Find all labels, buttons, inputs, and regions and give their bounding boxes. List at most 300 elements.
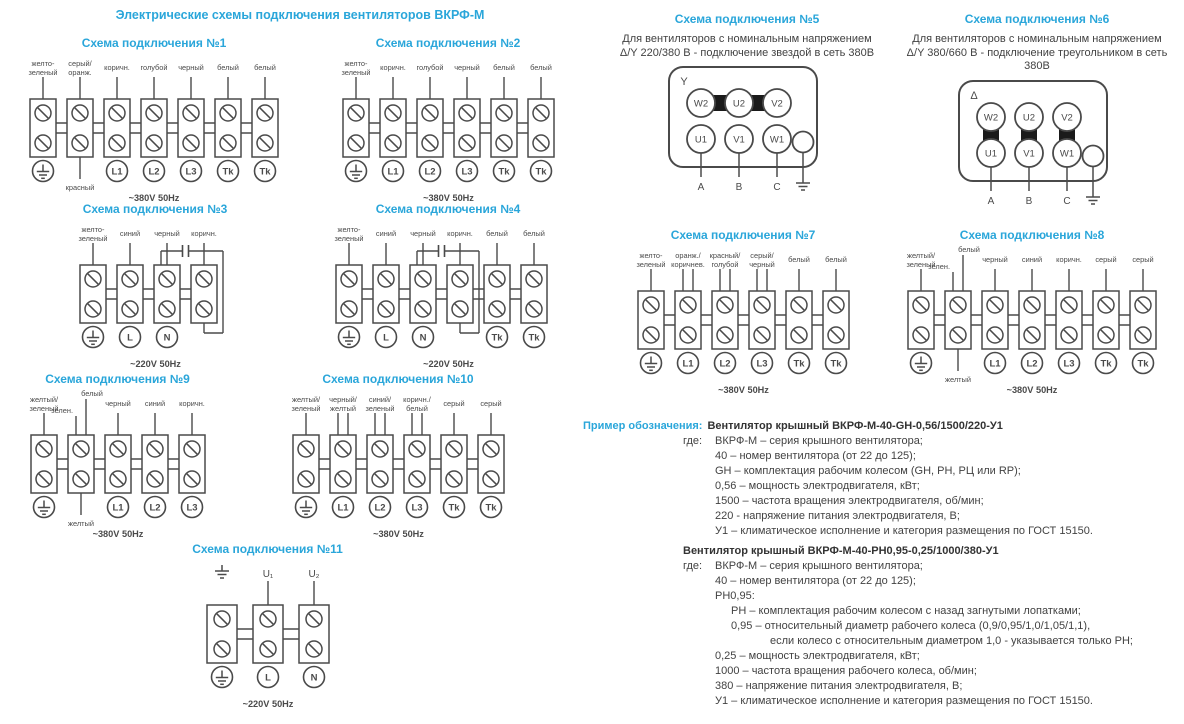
example-item: У1 – климатическое исполнение и категория размещения по ГОСТ 15150. — [715, 695, 1093, 707]
wire-label: зеленый — [333, 234, 364, 243]
ground-terminal-icon — [345, 161, 366, 182]
scheme-2 — [318, 36, 578, 210]
terminal-1 — [207, 565, 237, 688]
screw-icon — [36, 471, 52, 487]
motor-terminal-box — [947, 77, 1127, 211]
terminal-circle-label: Tk — [527, 332, 540, 344]
terminal-1 — [291, 395, 321, 518]
wire-label: зеленый — [28, 68, 58, 77]
screw-icon — [483, 471, 499, 487]
screw-icon — [335, 441, 351, 457]
scheme-5-diagram — [597, 63, 897, 202]
terminal-3 — [105, 399, 131, 518]
screw-icon — [335, 471, 351, 487]
terminal-circle-label: L2 — [373, 502, 386, 514]
wire-label: белый — [492, 63, 515, 72]
terminal-circle-label: N — [310, 672, 317, 684]
wire-label: синий — [144, 399, 165, 408]
scheme-3-diagram — [30, 219, 280, 376]
screw-icon — [341, 271, 357, 287]
wire-label: желто- — [639, 251, 662, 260]
example-item: 40 – номер вентилятора (от 22 до 125); — [715, 575, 916, 587]
example-block-1 — [583, 434, 1184, 539]
terminal-circle-label: L3 — [185, 502, 198, 514]
terminal-circle-label: L3 — [460, 166, 473, 178]
screw-icon — [1024, 327, 1040, 343]
wire-label: коричн. — [446, 229, 473, 238]
screw-icon — [717, 327, 733, 343]
motor-terminal-label: U2 — [732, 98, 746, 110]
screw-icon — [306, 611, 322, 627]
wire-label: коричн. — [104, 63, 130, 72]
screw-icon — [147, 441, 163, 457]
wire-label: черный — [409, 229, 436, 238]
screw-icon — [385, 105, 401, 121]
screw-icon — [459, 135, 475, 151]
wire-label: зеленый — [28, 404, 59, 413]
terminal-1 — [334, 225, 363, 348]
screw-icon — [159, 301, 175, 317]
motor-terminal-label: W1 — [769, 134, 785, 146]
wire-label: оранж. — [68, 68, 92, 77]
wire-label: белый — [80, 389, 103, 398]
terminal-strip — [623, 245, 864, 397]
screw-icon — [791, 297, 807, 313]
screw-icon — [446, 471, 462, 487]
wire-label: U₁ — [262, 569, 273, 580]
screw-icon — [183, 105, 199, 121]
terminal-6 — [1093, 255, 1119, 374]
screw-icon — [1061, 327, 1077, 343]
terminal-circle-label: L1 — [111, 502, 124, 514]
example-where-2: где: — [683, 560, 703, 572]
voltage-label: ~380V 50Hz — [128, 193, 180, 203]
terminal-strip — [15, 53, 293, 205]
scheme-2-title: Схема подключения №2 — [375, 36, 521, 50]
wire-label: черный/ — [328, 395, 357, 404]
screw-icon — [987, 327, 1003, 343]
screw-icon — [110, 471, 126, 487]
scheme-8-title: Схема подключения №8 — [959, 228, 1105, 242]
earth-icon — [1086, 191, 1100, 204]
terminal-circle-label: Tk — [484, 502, 497, 514]
screw-icon — [85, 271, 101, 287]
phase-label: A — [697, 182, 705, 193]
scheme-4-diagram — [318, 219, 578, 376]
phase-label: B — [1025, 195, 1033, 207]
screw-icon — [489, 271, 505, 287]
wire-label: голубой — [140, 63, 168, 72]
screw-icon — [459, 105, 475, 121]
terminal-5 — [484, 229, 510, 348]
terminal-5 — [179, 399, 205, 518]
wire-label: зеленый — [77, 234, 108, 243]
ground-terminal-icon — [33, 497, 54, 518]
wire-label: черный — [453, 63, 480, 72]
terminal-1 — [636, 251, 665, 374]
earth-icon — [215, 565, 229, 578]
terminal-4 — [191, 229, 217, 323]
wire-label: зеленый — [290, 404, 321, 413]
terminal-strip — [321, 219, 576, 371]
screw-icon — [85, 301, 101, 317]
wire-label: коричн. — [190, 229, 217, 238]
terminal-3 — [982, 255, 1008, 374]
terminal-circle-label: L2 — [423, 166, 436, 178]
example-item: 1000 – частота вращения рабочего колеса, об/мин; — [715, 665, 977, 677]
phase-label: B — [735, 182, 743, 193]
terminal-5 — [441, 399, 467, 518]
voltage-label: ~220V 50Hz — [422, 359, 474, 369]
motor-terminal-label: V2 — [1061, 112, 1073, 123]
screw-icon — [533, 105, 549, 121]
wire-label: серый/ — [749, 251, 774, 260]
terminal-strip — [893, 245, 1171, 397]
terminal-2 — [380, 63, 406, 182]
screw-icon — [643, 327, 659, 343]
screw-icon — [950, 327, 966, 343]
terminal-circle-label: L3 — [410, 502, 423, 514]
motor-terminal-label: W2 — [983, 112, 999, 123]
ground-terminal-icon — [640, 353, 661, 374]
terminal-7 — [1130, 255, 1156, 374]
scheme-7-title: Схема подключения №7 — [670, 228, 816, 242]
terminal-5 — [178, 63, 204, 182]
wire-label: красный/ — [709, 251, 740, 260]
earth-icon — [796, 177, 810, 190]
screw-icon — [214, 611, 230, 627]
example-head — [583, 419, 1184, 434]
phase-label: C — [1063, 195, 1071, 207]
terminal-circle-label: L1 — [336, 502, 349, 514]
screw-icon — [526, 301, 542, 317]
screw-icon — [791, 327, 807, 343]
screw-icon — [73, 471, 89, 487]
motor-terminal-label: U2 — [1022, 112, 1036, 123]
example-item: GH – комплектация рабочим колесом (GH, РН, РЦ или RP); — [715, 465, 1021, 477]
wire-label: серый — [1132, 255, 1154, 264]
terminal-3 — [416, 63, 443, 182]
screw-icon — [828, 297, 844, 313]
wire-label: белый — [529, 63, 552, 72]
motor-terminal-label: U1 — [694, 134, 708, 146]
terminal-4 — [447, 229, 473, 323]
wire-label: белый — [405, 404, 428, 413]
scheme-8 — [880, 228, 1184, 402]
screw-icon — [110, 441, 126, 457]
example-item: 0,56 – мощность электродвигателя, кВт; — [715, 480, 920, 492]
designation-example — [583, 419, 1184, 709]
wire-label: желтый — [329, 404, 356, 413]
terminal-strip — [328, 53, 569, 205]
wire-label: серый — [442, 399, 465, 408]
screw-icon — [122, 271, 138, 287]
example-item: У1 – климатическое исполнение и категория размещения по ГОСТ 15150. — [715, 525, 1093, 537]
voltage-label: ~380V 50Hz — [717, 385, 769, 395]
terminal-3 — [709, 251, 741, 374]
screw-icon — [496, 105, 512, 121]
voltage-label: ~380V 50Hz — [92, 529, 143, 539]
terminal-2 — [329, 395, 358, 518]
terminal-circle-label: L3 — [1063, 358, 1075, 370]
terminal-2 — [66, 59, 95, 192]
ground-terminal — [793, 132, 814, 153]
screw-icon — [35, 135, 51, 151]
terminal-circle-label: N — [163, 332, 170, 344]
screw-icon — [489, 301, 505, 317]
motor-terminal-label: V1 — [733, 134, 745, 146]
wire-label: желтый — [67, 519, 94, 528]
terminal-circle-label: L1 — [989, 358, 1001, 370]
motor-terminal-label: W1 — [1059, 148, 1075, 159]
scheme-10-title: Схема подключения №10 — [322, 372, 474, 386]
terminal-3 — [365, 395, 394, 518]
terminal-strip — [194, 559, 342, 711]
wire-label: белый — [254, 63, 276, 72]
wire-label: белый — [824, 255, 847, 264]
example-item: 0,95 – относительный диаметр рабочего колеса (0,9/0,95/1,0/1,05/1,1), — [731, 620, 1091, 632]
voltage-label: ~380V 50Hz — [1006, 385, 1058, 395]
wire-label: черный — [982, 255, 1008, 264]
screw-icon — [950, 297, 966, 313]
terminal-2 — [373, 229, 399, 348]
screw-icon — [415, 271, 431, 287]
terminal-5 — [1056, 255, 1082, 374]
screw-icon — [1098, 327, 1114, 343]
example-item: если колесо с относительным диаметром 1,0 - указывается только РН; — [770, 635, 1133, 647]
wire-label: желтый/ — [907, 251, 935, 260]
screw-icon — [717, 297, 733, 313]
example-items-1 — [715, 434, 1184, 539]
terminal-circle-label: L — [126, 332, 133, 344]
wire-label: зелен. — [50, 406, 73, 415]
screw-icon — [452, 301, 468, 317]
voltage-label: ~380V 50Hz — [372, 529, 424, 539]
scheme-6-diagram — [888, 77, 1184, 216]
screw-icon — [220, 135, 236, 151]
wire-label: синий — [119, 229, 140, 238]
motor-terminal-box — [657, 63, 837, 197]
scheme-9-diagram — [0, 389, 235, 546]
motor-terminal-label: V1 — [1023, 148, 1035, 159]
terminal-circle-label: L2 — [148, 166, 160, 178]
wire-label: синий — [375, 229, 396, 238]
example-item: ВКРФ-М – серия крышного вентилятора; — [715, 560, 923, 572]
wire-label: коричн. — [178, 399, 205, 408]
winding-symbol: Y — [680, 76, 688, 88]
terminal-strip — [16, 389, 220, 541]
terminal-strip — [65, 219, 246, 371]
screw-icon — [257, 135, 273, 151]
terminal-4 — [140, 63, 167, 182]
wire-label: оранж./ — [674, 251, 701, 260]
wire-label: белый — [485, 229, 508, 238]
example-item: ВКРФ-М – серия крышного вентилятора; — [715, 435, 923, 447]
example-block-2 — [583, 559, 1184, 709]
terminal-1 — [341, 59, 370, 182]
ground-terminal-icon — [338, 327, 359, 348]
wire-label: белый — [958, 245, 980, 254]
wire-label: черный — [178, 63, 204, 72]
scheme-6-title: Схема подключения №6 — [964, 12, 1110, 26]
scheme-3-title: Схема подключения №3 — [82, 202, 228, 216]
terminal-4 — [1019, 255, 1045, 374]
screw-icon — [372, 441, 388, 457]
screw-icon — [452, 271, 468, 287]
screw-icon — [196, 271, 212, 287]
scheme-1-title: Схема подключения №1 — [81, 36, 227, 50]
motor-terminal-label: U1 — [984, 148, 998, 159]
terminal-circle-label: Tk — [829, 358, 842, 370]
terminal-6 — [215, 63, 241, 182]
screw-icon — [260, 641, 276, 657]
example-item: 220 - напряжение питания электродвигателя, В; — [715, 510, 960, 522]
screw-icon — [754, 327, 770, 343]
screw-icon — [533, 135, 549, 151]
screw-icon — [109, 135, 125, 151]
screw-icon — [378, 301, 394, 317]
winding-symbol: Δ — [970, 89, 978, 102]
ground-terminal-icon — [295, 497, 316, 518]
terminal-2 — [253, 569, 283, 688]
example-item: 0,25 – мощность электродвигателя, кВт; — [715, 650, 920, 662]
screw-icon — [828, 327, 844, 343]
terminal-circle-label: L2 — [148, 502, 161, 514]
screw-icon — [348, 105, 364, 121]
terminal-circle-label: L — [382, 332, 389, 344]
example-item: 40 – номер вентилятора (от 22 до 125); — [715, 450, 916, 462]
screw-icon — [220, 105, 236, 121]
example-item: РН – комплектация рабочим колесом с назад загнутыми лопатками; — [731, 605, 1081, 617]
scheme-4-title: Схема подключения №4 — [375, 202, 521, 216]
scheme-3 — [30, 202, 280, 376]
wire-label: зеленый — [364, 404, 395, 413]
screw-icon — [298, 471, 314, 487]
scheme-9 — [0, 372, 235, 546]
terminal-circle-label: Tk — [497, 166, 510, 178]
terminal-circle-label: L2 — [1026, 358, 1038, 370]
example-item: РН0,95: — [715, 590, 755, 602]
screw-icon — [378, 271, 394, 287]
screw-icon — [409, 471, 425, 487]
screw-icon — [643, 297, 659, 313]
wire-label: желто- — [337, 225, 360, 234]
terminal-6 — [528, 63, 554, 182]
example-title-2: Вентилятор крышный ВКРФ-М-40-РН0,95-0,25/1000/380-У1 — [683, 545, 999, 557]
wire-label: голубой — [710, 260, 739, 269]
screw-icon — [483, 441, 499, 457]
terminal-circle-label: N — [419, 332, 426, 344]
scheme-7 — [593, 228, 893, 402]
example-label: Пример обозначения: — [583, 420, 703, 432]
screw-icon — [184, 471, 200, 487]
scheme-11-title: Схема подключения №11 — [192, 542, 343, 556]
wire-label: зелен. — [928, 262, 950, 271]
terminal-3 — [154, 229, 180, 348]
wire-label: черный — [748, 260, 775, 269]
page-title: Электрические схемы подключения вентиляторов ВКРФ-М — [115, 8, 485, 22]
voltage-label: ~220V 50Hz — [129, 359, 181, 369]
screw-icon — [298, 441, 314, 457]
ground-terminal-icon — [211, 667, 232, 688]
scheme-5-title: Схема подключения №5 — [674, 12, 820, 26]
terminal-circle-label: Tk — [447, 502, 460, 514]
wire-label: зеленый — [635, 260, 666, 269]
screw-icon — [422, 135, 438, 151]
screw-icon — [987, 297, 1003, 313]
scheme-10-diagram — [268, 389, 528, 546]
terminal-4 — [142, 399, 168, 518]
wire-label: белый — [522, 229, 545, 238]
terminal-circle-label: L1 — [111, 166, 123, 178]
screw-icon — [260, 611, 276, 627]
example-items-2 — [715, 559, 1184, 709]
terminal-circle-label: L3 — [185, 166, 197, 178]
terminal-circle-label: Tk — [1100, 358, 1112, 370]
terminal-6 — [478, 399, 504, 518]
terminal-circle-label: L — [264, 672, 271, 684]
wire-label: желтый/ — [291, 395, 320, 404]
motor-terminal-label: W2 — [693, 98, 709, 110]
screw-icon — [146, 135, 162, 151]
screw-icon — [372, 471, 388, 487]
wire-label: белый — [217, 63, 239, 72]
wire-label: желтый/ — [29, 395, 58, 404]
wire-label: синий — [1021, 255, 1043, 264]
terminal-5 — [491, 63, 517, 182]
screw-icon — [72, 105, 88, 121]
terminal-circle-label: L1 — [681, 358, 694, 370]
screw-icon — [496, 135, 512, 151]
terminal-circle-label: Tk — [792, 358, 805, 370]
screw-icon — [1135, 327, 1151, 343]
screw-icon — [526, 271, 542, 287]
voltage-label: ~380V 50Hz — [422, 193, 474, 203]
scheme-1-diagram — [8, 53, 300, 210]
example-title-1: Вентилятор крышный ВКРФ-М-40-GH-0,56/1500/220-У1 — [707, 420, 1003, 432]
terminal-circle-label: Tk — [222, 166, 234, 178]
screw-icon — [680, 327, 696, 343]
screw-icon — [109, 105, 125, 121]
screw-icon — [146, 105, 162, 121]
screw-icon — [183, 135, 199, 151]
wire-label: серый/ — [68, 59, 92, 68]
wire-label: белый — [787, 255, 810, 264]
screw-icon — [73, 441, 89, 457]
screw-icon — [257, 105, 273, 121]
screw-icon — [35, 105, 51, 121]
screw-icon — [1024, 297, 1040, 313]
screw-icon — [306, 641, 322, 657]
terminal-circle-label: L2 — [718, 358, 731, 370]
ground-terminal-icon — [911, 353, 932, 374]
screw-icon — [409, 441, 425, 457]
screw-icon — [36, 441, 52, 457]
wire-label: коричн. — [1056, 255, 1082, 264]
screw-icon — [196, 301, 212, 317]
screw-icon — [754, 297, 770, 313]
terminal-3 — [410, 229, 436, 348]
wire-label: желто- — [344, 59, 367, 68]
scheme-4 — [318, 202, 578, 376]
screw-icon — [415, 301, 431, 317]
terminal-circle-label: L3 — [755, 358, 768, 370]
ground-terminal-icon — [33, 161, 54, 182]
phase-label: A — [987, 195, 995, 207]
terminal-4 — [403, 395, 432, 518]
terminal-5 — [786, 255, 812, 374]
wire-label: голубой — [415, 63, 444, 72]
